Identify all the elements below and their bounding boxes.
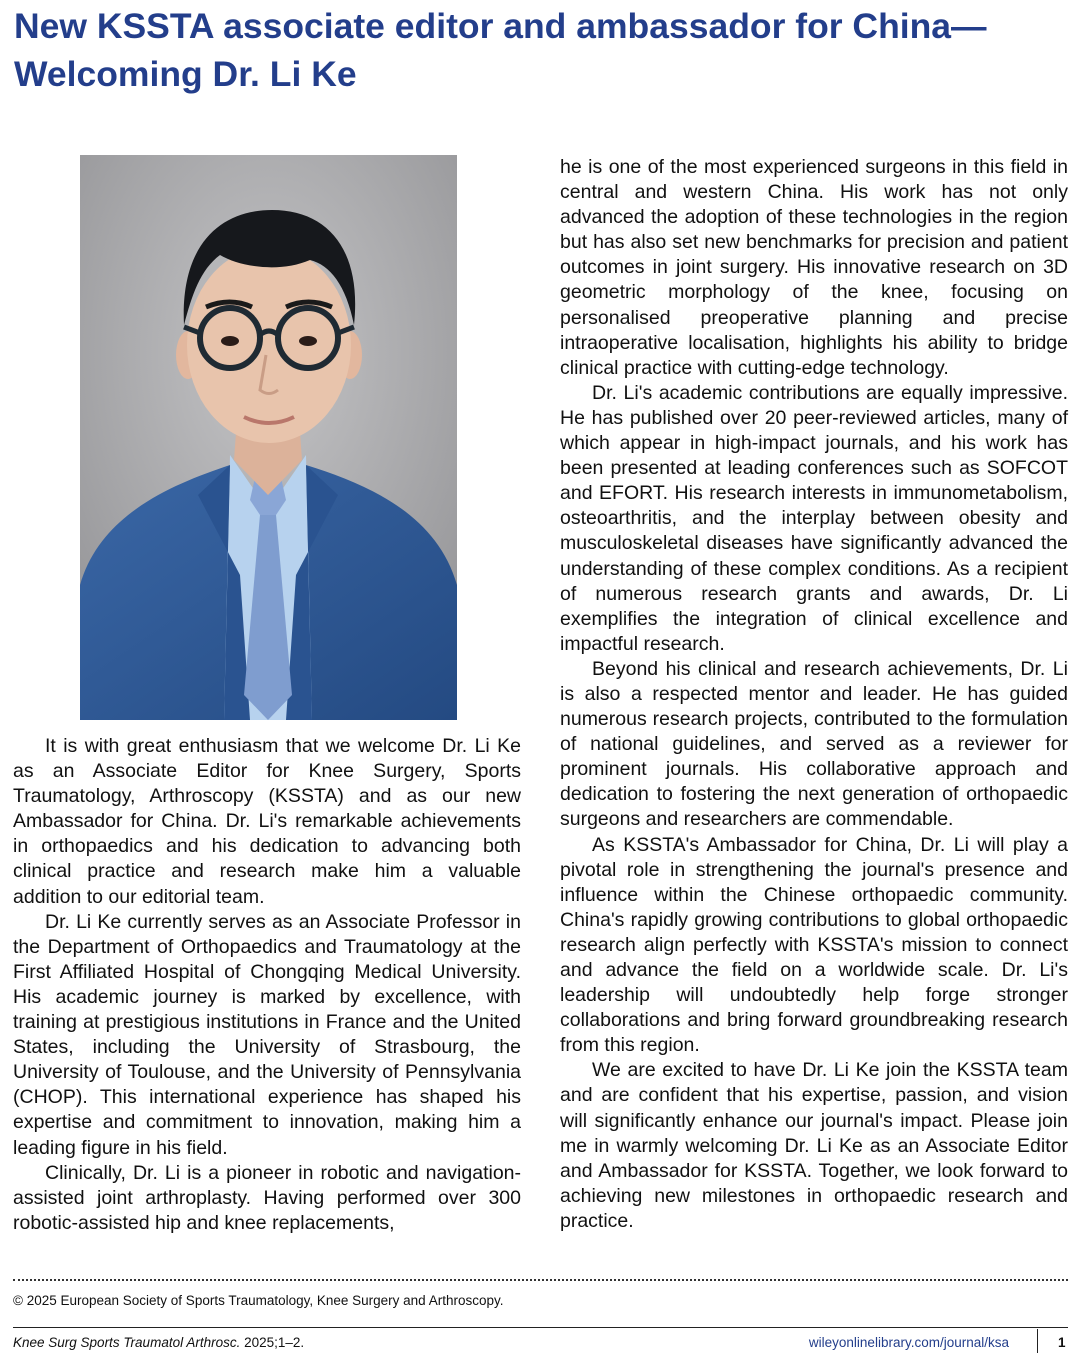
- article-title: New KSSTA associate editor and ambassador for China—Welcoming Dr. Li Ke: [14, 6, 987, 94]
- copyright-notice: © 2025 European Society of Sports Traumatology, Knee Surgery and Arthroscopy.: [13, 1293, 504, 1308]
- article-paragraph: We are excited to have Dr. Li Ke join the KSSTA team and are confident that his expertise, passion, and vision will significantly enhance our journal's impact. Please join me in warmly welcoming Dr. Li Ke as an Associate Editor and Ambassador for KSSTA. Together, we look forward to achieving new milestones in orthopaedic research and practice.: [560, 1059, 1068, 1232]
- article-body-right-column: [560, 155, 1068, 1234]
- portrait-icon: [80, 155, 457, 720]
- footer-divider: [13, 1327, 1068, 1328]
- article-paragraph: As KSSTA's Ambassador for China, Dr. Li will play a pivotal role in strengthening the journal's presence and influence within the Chinese orthopaedic community. China's rapidly growing contributions to global orthopaedic research align perfectly with KSSTA's mission to connect and advance the field on a worldwide scale. Dr. Li's leadership will undoubtedly help forge stronger collaborations and bring forward groundbreaking research from this region.: [560, 833, 1068, 1057]
- article-paragraph-continued: he is one of the most experienced surgeons in this field in central and western China. His work has not only advanced the adoption of these technologies in the region but has also set new benchmarks for precision and patient outcomes in joint surgery. His innovative research on 3D geometric morphology of the knee, focusing on personalised preoperative planning and precise intraoperative localisation, highlights his ability to bridge clinical practice with cutting-edge technology.: [560, 156, 1068, 379]
- page-number-divider: [1037, 1329, 1038, 1353]
- page-number: 1: [1058, 1335, 1066, 1350]
- article-paragraph: Dr. Li Ke currently serves as an Associate Professor in the Department of Orthopaedics and Traumatology at the First Affiliated Hospital of Chongqing Medical University. His academic journey is marked by excellence, with training at prestigious institutions in France and the United States, including the University of Strasbourg, the University of Toulouse, and the University of Pennsylvania (CHOP). This international experience has shaped his expertise and commitment to innovation, making him a leading figure in his field.: [13, 910, 521, 1159]
- footnote-divider: [13, 1279, 1068, 1281]
- journal-citation: [13, 1335, 304, 1350]
- citation-journal-name: Knee Surg Sports Traumatol Arthrosc.: [13, 1335, 241, 1350]
- citation-details: 2025;1–2.: [240, 1335, 305, 1350]
- article-paragraph: Dr. Li's academic contributions are equally impressive. He has published over 20 peer-reviewed articles, many of which appear in high-impact journals, and his work has been presented at leading conferences such as SOFCOT and EFORT. His research interests in immunometabolism, osteoarthritis, and the interplay between obesity and musculoskeletal diseases have significantly advanced the understanding of these complex conditions. As a recipient of numerous research grants and awards, Dr. Li exemplifies the integration of clinical excellence and impactful research.: [560, 381, 1068, 655]
- journal-url-link[interactable]: wileyonlinelibrary.com/journal/ksa: [808, 1335, 1009, 1350]
- article-paragraph: Clinically, Dr. Li is a pioneer in robotic and navigation-assisted joint arthroplasty. Having performed over 300 robotic-assisted hip and knee replacements,: [13, 1161, 521, 1234]
- portrait-photo: [80, 155, 457, 720]
- article-body-left-column: [13, 734, 521, 1236]
- article-paragraph: Beyond his clinical and research achievements, Dr. Li is also a respected mentor and leader. He has guided numerous research projects, contributed to the formulation of national guidelines, and served as a reviewer for prominent journals. His collaborative approach and dedication to fostering the next generation of orthopaedic surgeons and researchers are commendable.: [560, 657, 1068, 831]
- article-paragraph: It is with great enthusiasm that we welcome Dr. Li Ke as an Associate Editor for Knee Surgery, Sports Traumatology, Arthroscopy (KSSTA) and as our new Ambassador for China. Dr. Li's remarkable achievements in orthopaedics and his dedication to advancing both clinical practice and research make him a valuable addition to our editorial team.: [13, 735, 521, 908]
